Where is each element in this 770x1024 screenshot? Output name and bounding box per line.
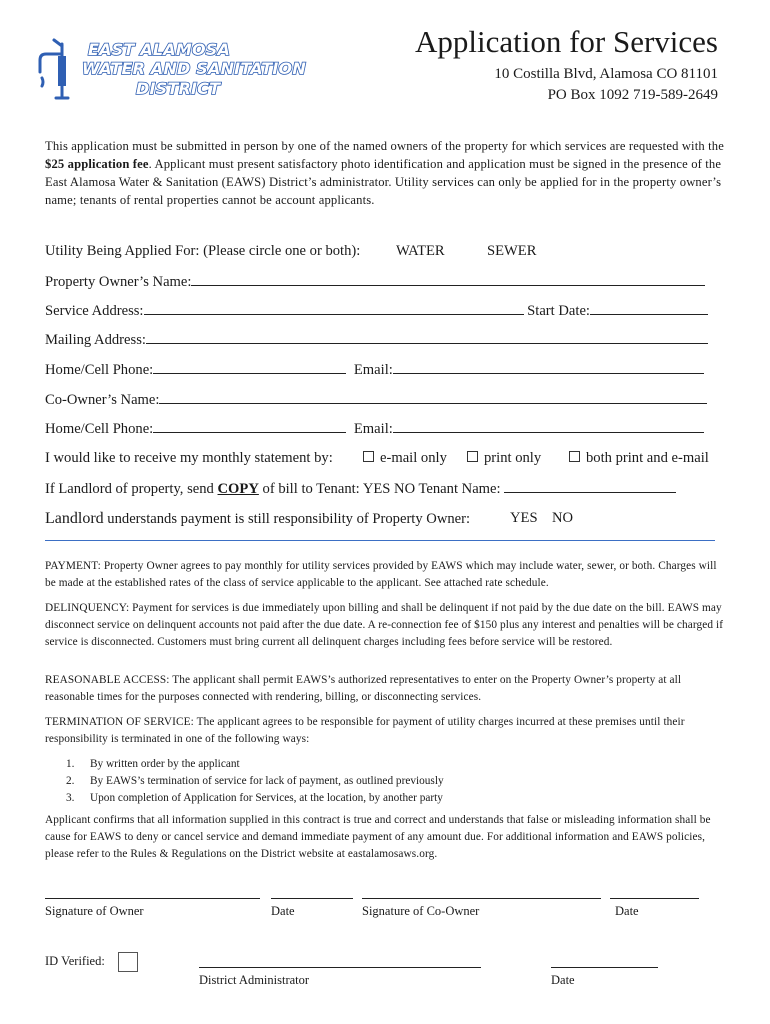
date-line-1[interactable]: [271, 898, 353, 899]
service-address-label: Service Address:: [45, 303, 144, 319]
access-text: REASONABLE ACCESS: The applicant shall permit EAWS’s authorized representatives to enter on the Property Owner’s property at all reasonable times for the purposes connected with rendering, billing, or disconnecting services.: [45, 674, 682, 703]
list-number: 3.: [66, 792, 75, 804]
co-owner-signature-line[interactable]: [362, 898, 601, 899]
owner-name-label: Property Owner’s Name:: [45, 274, 192, 290]
home-phone-label: Home/Cell Phone:: [45, 362, 154, 378]
section-divider: [45, 540, 715, 541]
sewer-option[interactable]: SEWER: [487, 243, 537, 259]
opt-print-wrap[interactable]: [467, 450, 541, 467]
co-owner-label: Co-Owner’s Name:: [45, 392, 160, 408]
list-item: [66, 756, 444, 773]
owner-signature-line[interactable]: [45, 898, 260, 899]
address-line-1: 10 Costilla Blvd, Alamosa CO 81101: [494, 66, 718, 82]
intro-paragraph: [45, 137, 725, 209]
list-item: [66, 773, 444, 790]
print-only-label: print only: [484, 450, 542, 466]
both-label: both print and e-mail: [586, 450, 709, 466]
list-text: By written order by the applicant: [90, 758, 240, 770]
date-line-2[interactable]: [610, 898, 699, 899]
email-field[interactable]: [393, 361, 704, 374]
application-fee: $25 application fee: [45, 157, 149, 171]
delinquency-text: DELINQUENCY: Payment for services is due immediately upon billing and shall be delinquent if not paid by the due date on the bill. EAWS may disconnect service on delinquent accounts not paid after the due date. A re-connection fee of $150 plus any interest and penalties will be charged if service is disconnected. Customers must bring current all delinquent charges including fees before service will be restored.: [45, 602, 724, 648]
co-owner-row: [45, 391, 707, 409]
email-field-2[interactable]: [393, 420, 704, 433]
address-line-2: PO Box 1092 719-589-2649: [547, 87, 718, 103]
both-checkbox[interactable]: [569, 451, 580, 462]
id-verified-checkbox[interactable]: [118, 952, 138, 972]
phone-email-row: [45, 361, 704, 379]
payment-text: PAYMENT: Property Owner agrees to pay monthly for utility services provided by EAWS which may include water, sewer, or both. Charges will be made at the established rates of the class of service applicable to the applicant. See attached rate schedule.: [45, 560, 717, 589]
home-phone-field[interactable]: [153, 361, 346, 374]
logo-line-3: DISTRICT: [136, 79, 221, 98]
date-label-1: Date: [271, 904, 295, 918]
email-only-checkbox[interactable]: [363, 451, 374, 462]
delinquency-terms: [45, 600, 725, 651]
intro-text-2: . Applicant must present satisfactory photo identification and application must be signed in the presence of the East Alamosa Water & Sanitation (EAWS) District’s administrator. Utility services can only be applied for in the property owner’s name; tenants of rental properties cannot be account applicants.: [45, 157, 722, 207]
landlord-word: Landlord: [45, 510, 104, 527]
page-title: Application for Services: [414, 24, 718, 59]
start-date-field[interactable]: [590, 302, 708, 315]
email-label: Email:: [353, 362, 393, 378]
date-line-3[interactable]: [551, 967, 658, 968]
termination-terms: [45, 714, 725, 748]
admin-label: District Administrator: [199, 973, 310, 987]
water-option[interactable]: WATER: [396, 243, 445, 259]
email-only-label: e-mail only: [380, 450, 447, 466]
co-owner-field[interactable]: [159, 391, 707, 404]
district-logo: [34, 38, 306, 104]
date-label-3: Date: [551, 973, 575, 987]
landlord-yes[interactable]: YES: [510, 510, 538, 526]
payment-terms: [45, 558, 725, 592]
service-address-row: [45, 302, 708, 320]
date-label-2: Date: [615, 904, 639, 918]
mailing-address-label: Mailing Address:: [45, 332, 146, 348]
statement-label: I would like to receive my monthly statement by:: [45, 450, 333, 466]
utility-label: Utility Being Applied For: (Please circle one or both):: [45, 243, 361, 259]
tenant-name-field[interactable]: [504, 480, 676, 493]
landlord-responsibility-row: [45, 510, 574, 528]
list-item: [66, 790, 444, 807]
landlord-row: [45, 480, 676, 498]
logo-line-1: EAST ALAMOSA: [88, 40, 231, 59]
intro-text-1: This application must be submitted in person by one of the named owners of the property for which services are requested with the: [45, 139, 724, 153]
termination-text: TERMINATION OF SERVICE: The applicant agrees to be responsible for payment of utility charges incurred at these premises until their responsibility is terminated in one of the following ways:: [45, 716, 685, 745]
confirmation-terms: [45, 812, 725, 863]
email-label-2: Email:: [353, 421, 393, 437]
service-address-field[interactable]: [144, 302, 524, 315]
phone-email-row-2: [45, 420, 704, 438]
home-phone-label-2: Home/Cell Phone:: [45, 421, 154, 437]
landlord-text-2: of bill to Tenant: YES NO Tenant Name:: [258, 481, 501, 497]
list-text: Upon completion of Application for Services, at the location, by another party: [90, 792, 443, 804]
landlord-no[interactable]: NO: [552, 510, 574, 526]
landlord-text-1: If Landlord of property, send: [45, 481, 218, 497]
mailing-address-field[interactable]: [146, 331, 708, 344]
opt-both-wrap[interactable]: [569, 450, 709, 467]
copy-word: COPY: [217, 481, 259, 497]
print-only-checkbox[interactable]: [467, 451, 478, 462]
water-pump-icon: [34, 38, 74, 102]
owner-name-row: [45, 273, 705, 291]
list-number: 1.: [66, 758, 75, 770]
list-text: By EAWS’s termination of service for lack of payment, as outlined previously: [90, 775, 444, 787]
access-terms: [45, 672, 725, 706]
utility-row: [45, 243, 537, 260]
statement-row: [45, 450, 709, 467]
opt-email-wrap[interactable]: [363, 450, 447, 467]
admin-signature-line[interactable]: [199, 967, 481, 968]
owner-signature-label: Signature of Owner: [45, 904, 144, 918]
owner-name-field[interactable]: [191, 273, 705, 286]
list-number: 2.: [66, 775, 75, 787]
logo-line-2: WATER AND SANITATION: [82, 59, 306, 78]
id-verified-label: ID Verified:: [45, 954, 105, 968]
termination-list: [66, 756, 444, 807]
start-date-label: Start Date:: [527, 303, 590, 319]
home-phone-field-2[interactable]: [153, 420, 346, 433]
mailing-address-row: [45, 331, 708, 349]
co-owner-signature-label: Signature of Co-Owner: [362, 904, 480, 918]
confirmation-text: Applicant confirms that all information supplied in this contract is true and correct and understands that false or misleading information shall be cause for EAWS to deny or cancel service and demand immediate payment of any amount due. For additional information and EAWS policies, please refer to the Rules & Regulations on the District website at eastalamosaws.org.: [45, 814, 711, 860]
landlord-resp-text: understands payment is still responsibility of Property Owner:: [103, 511, 471, 527]
